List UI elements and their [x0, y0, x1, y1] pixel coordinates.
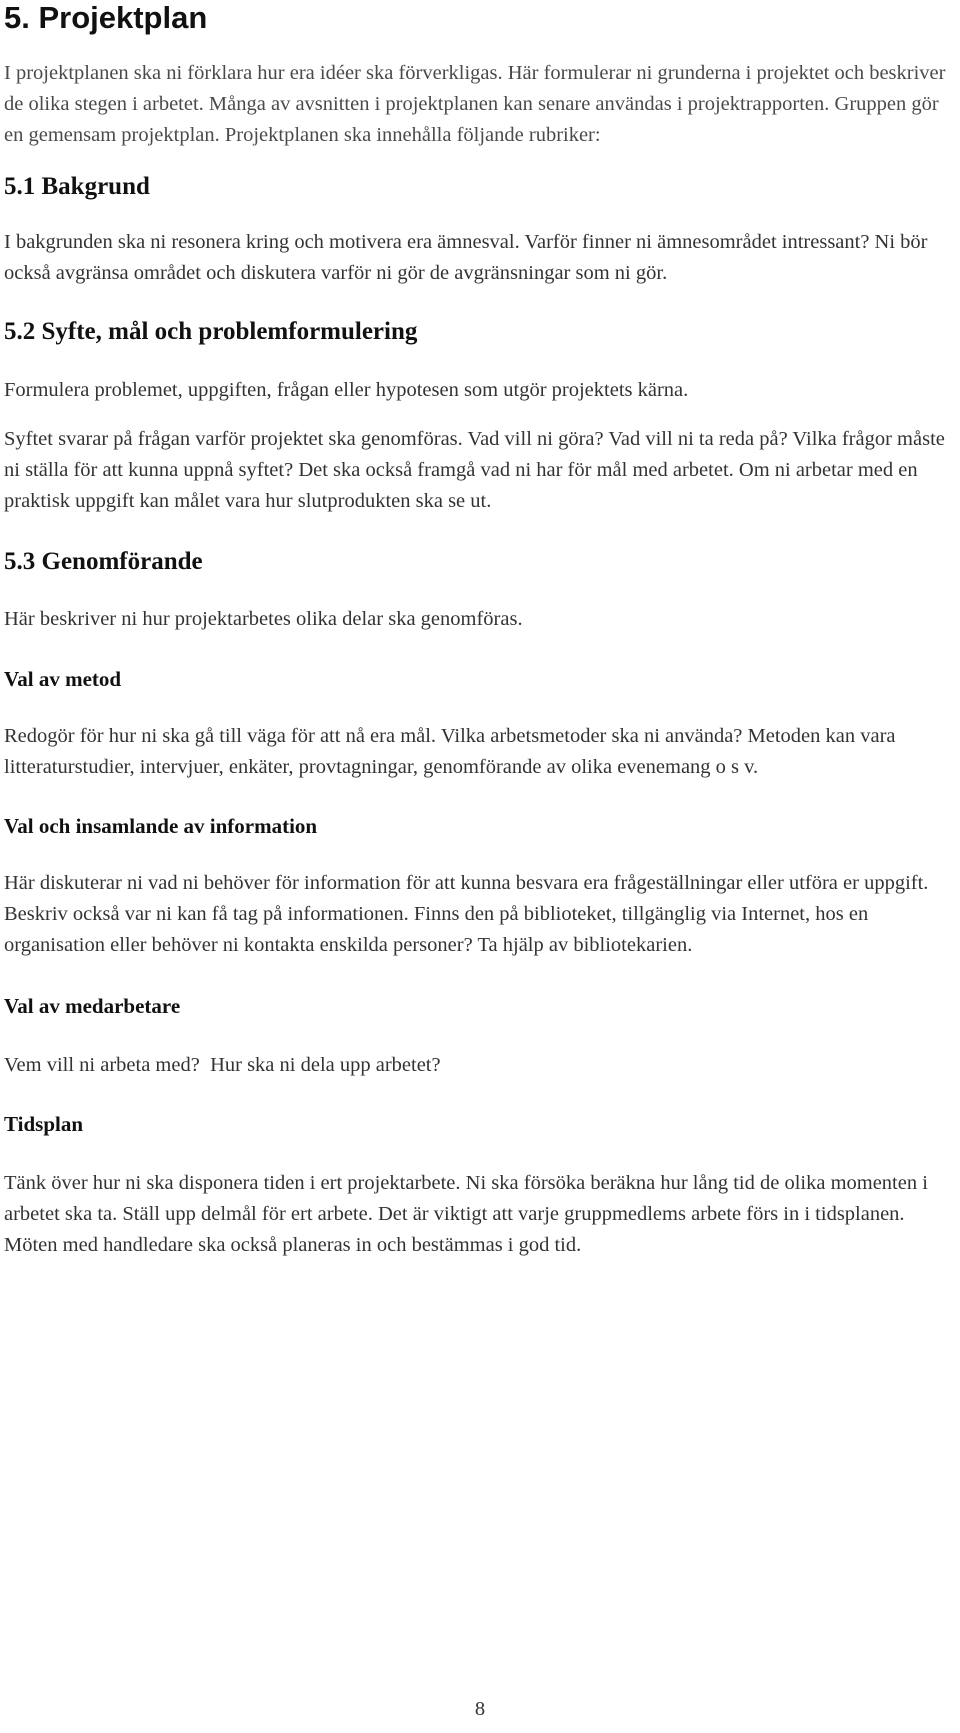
section-heading-syfte: 5.2 Syfte, mål och problemformulering [4, 318, 418, 345]
val-av-metod-paragraph: Redogör för hur ni ska gå till väga för att nå era mål. Vilka arbetsmetoder ska ni använda? Metoden kan vara litteraturstudier, intervjuer, enkäter, provtagningar, genomförande av olika evenemang o s v. [4, 725, 896, 778]
section-heading-genomforande: 5.3 Genomförande [4, 548, 203, 575]
subheading-medarbetare: Val av medarbetare [4, 994, 181, 1018]
syfte-paragraph-2: Syftet svarar på frågan varför projektet ska genomföras. Vad vill ni göra? Vad vill ni ta reda på? Vilka frågor måste ni ställa för att kunna uppnå syftet? Det ska också framgå vad ni har för mål med arbetet. Om ni arbetar med en praktisk uppgift kan målet vara hur slutprodukten ska se ut. [4, 428, 945, 512]
medarbetare-paragraph: Vem vill ni arbeta med? Hur ska ni dela upp arbetet? [4, 1054, 441, 1076]
genomforande-paragraph: Här beskriver ni hur projektarbetes olika delar ska genomföras. [4, 608, 523, 630]
bakgrund-paragraph: I bakgrunden ska ni resonera kring och motivera era ämnesval. Varför finner ni ämnesområdet intressant? Ni bör också avgränsa området och diskutera varför ni gör de avgränsningar som ni gör. [4, 231, 928, 284]
page-number: 8 [474, 1698, 486, 1720]
subheading-information: Val och insamlande av information [4, 814, 318, 838]
subheading-val-av-metod: Val av metod [4, 667, 122, 691]
subheading-tidsplan: Tidsplan [4, 1112, 84, 1136]
information-paragraph: Här diskuterar ni vad ni behöver för information för att kunna besvara era frågeställningar eller utföra er uppgift. Beskriv också var ni kan få tag på informationen. Finns den på biblioteket, tillgänglig via Internet, hos en organisation eller behöver ni kontakta enskilda personer? Ta hjälp av bibliotekarien. [4, 872, 929, 956]
document-title: 5. Projektplan [4, 0, 208, 35]
tidsplan-paragraph: Tänk över hur ni ska disponera tiden i ert projektarbete. Ni ska försöka beräkna hur lång tid de olika momenten i arbetet ska ta. Ställ upp delmål för ert arbete. Det är viktigt att varje gruppmedlems arbete förs in i tidsplanen. Möten med handledare ska också planeras in och bestämmas i god tid. [4, 1172, 928, 1256]
syfte-paragraph-1: Formulera problemet, uppgiften, frågan eller hypotesen som utgör projektets kärna. [4, 379, 689, 401]
intro-paragraph: I projektplanen ska ni förklara hur era idéer ska förverkligas. Här formulerar ni grunderna i projektet och beskriver de olika stegen i arbetet. Många av avsnitten i projektplanen kan senare användas i projektrapporten. Gruppen gör en gemensam projektplan. Projektplanen ska innehålla följande rubriker: [4, 62, 946, 146]
section-heading-bakgrund: 5.1 Bakgrund [4, 173, 150, 200]
